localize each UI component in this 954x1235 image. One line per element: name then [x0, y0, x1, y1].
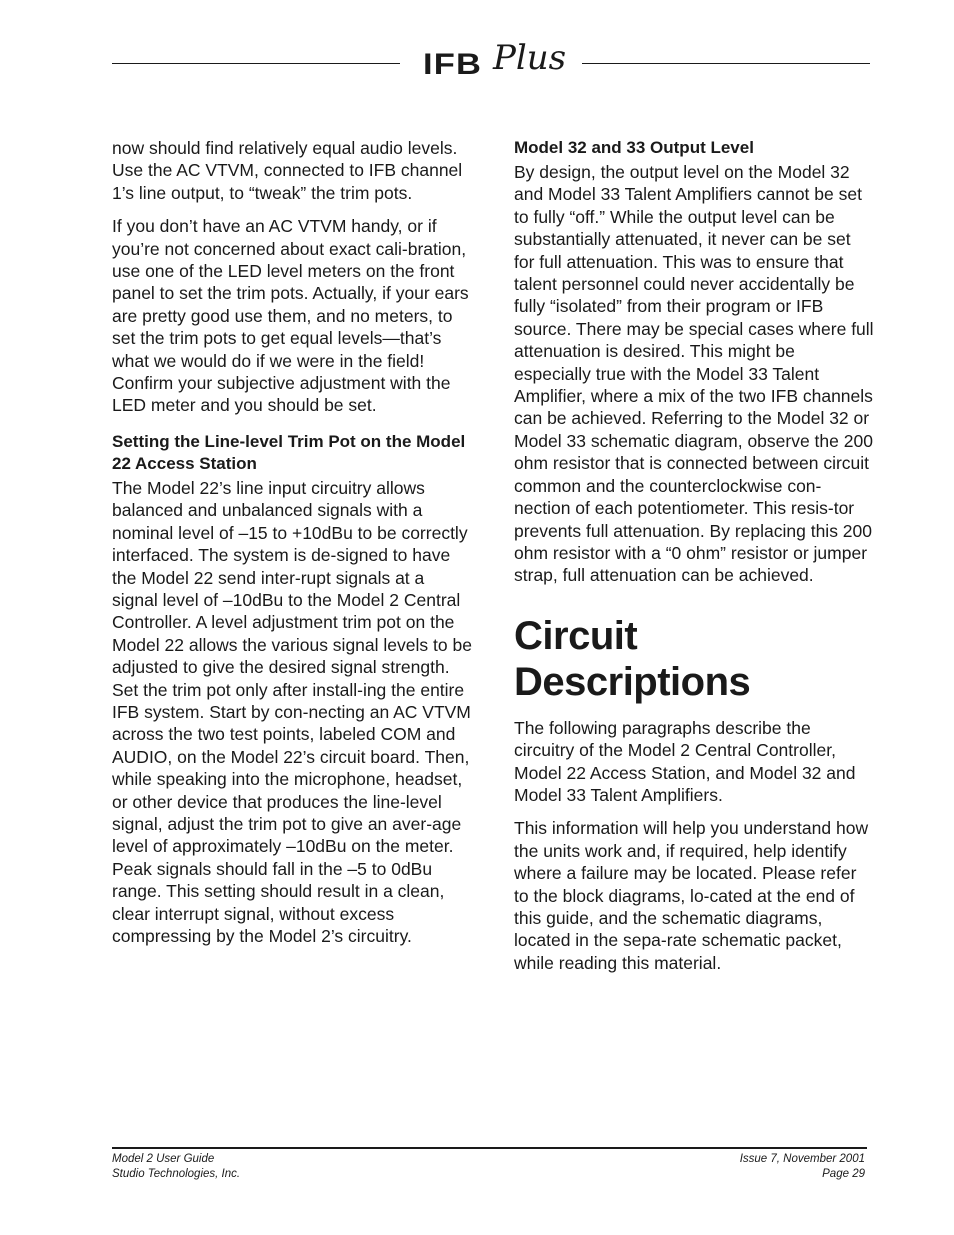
left-column	[112, 137, 472, 958]
paragraph: now should find relatively equal audio levels. Use the AC VTVM, connected to IFB channel 1’s line output, to “tweak” the trim pots.	[112, 138, 463, 203]
section-heading: Setting the Line-level Trim Pot on the Model 22 Access Station	[112, 431, 466, 473]
logo-main-text: IFB	[423, 48, 483, 81]
paragraph: This information will help you understand how the units work and, if required, help identify where a failure may be located. Please refer to the block diagrams, lo-cated at the end of this guide, and the schematic diagrams, located in the sepa-rate schematic packet, while reading this material.	[514, 818, 869, 973]
footer-issue: Issue 7, November 2001	[739, 1153, 865, 1165]
paragraph: The Model 22’s line input circuitry allows balanced and unbalanced signals with a nominal level of –15 to +10dBu to be correctly interfaced. The system is de-signed to have the Model 22 send inter-rupt signals at a signal level of –10dBu to the Model 2 Central Controller. A level adjustment trim pot on the Model 22 allows the various signal levels to be adjusted to give the desired signal strength. Set the trim pot only after install-ing the entire IFB system. Start by con-necting an AC VTVM across the two test points, labeled COM and AUDIO, on the Model 22’s circuit board. Then, while speaking into the microphone, headset, or other device that produces the line-level signal, adjust the trim pot to give an aver-age level of approximately –10dBu on the meter. Peak signals should fall in the –5 to 0dBu range. This setting should result in a clean, clear interrupt signal, without excess compressing by the Model 2’s circuitry.	[112, 477, 472, 946]
footer-company: Studio Technologies, Inc.	[112, 1168, 241, 1180]
footer-left	[112, 1152, 240, 1182]
paragraph: The following paragraphs describe the circuitry of the Model 2 Central Controller, Model 22 Access Station, and Model 32 and Model 33 Talent Amplifiers.	[514, 717, 856, 805]
paragraph: If you don’t have an AC VTVM handy, or if you’re not concerned about exact cali-bration, use one of the LED level meters on the front panel to set the trim pots. Actually, if your ears are pretty good use them, and no meters, to set the trim pots to get equal levels—that’s what we would do if we were in the field! Confirm your subjective adjustment with the LED meter and you should be set.	[112, 216, 469, 416]
footer-rule	[112, 1147, 867, 1149]
ifb-plus-logo	[423, 38, 567, 86]
right-column	[514, 137, 874, 985]
section-heading: Model 32 and 33 Output Level	[514, 138, 754, 157]
footer-page-number: Page 29	[822, 1168, 865, 1180]
paragraph: By design, the output level on the Model 32 and Model 33 Talent Amplifiers cannot be set to fully “off.” While the output level can be substantially attenuated, it never can be set for full attenuation. This was to ensure that talent personnel could never accidentally be fully “isolated” from their program or IFB source. There may be special cases where full attenuation is desired. This might be especially true with the Model 33 Talent Amplifier, where a mix of the two IFB channels can be achieved. Referring to the Model 32 or Model 33 schematic diagram, observe the 200 ohm resistor that is connected between circuit common and the counterclockwise con-nection of each potentiometer. This resis-tor prevents full attenuation. By replacing this 200 ohm resistor with a “0 ohm” resistor or jumper strap, full attenuation can be achieved.	[514, 162, 874, 586]
footer-right	[740, 1152, 865, 1182]
logo-script-text: Plus	[493, 38, 567, 78]
chapter-title: Circuit Descriptions	[514, 613, 751, 704]
header-rule-left	[112, 63, 400, 64]
header-rule-right	[582, 63, 870, 64]
footer-doc-title: Model 2 User Guide	[112, 1153, 215, 1165]
